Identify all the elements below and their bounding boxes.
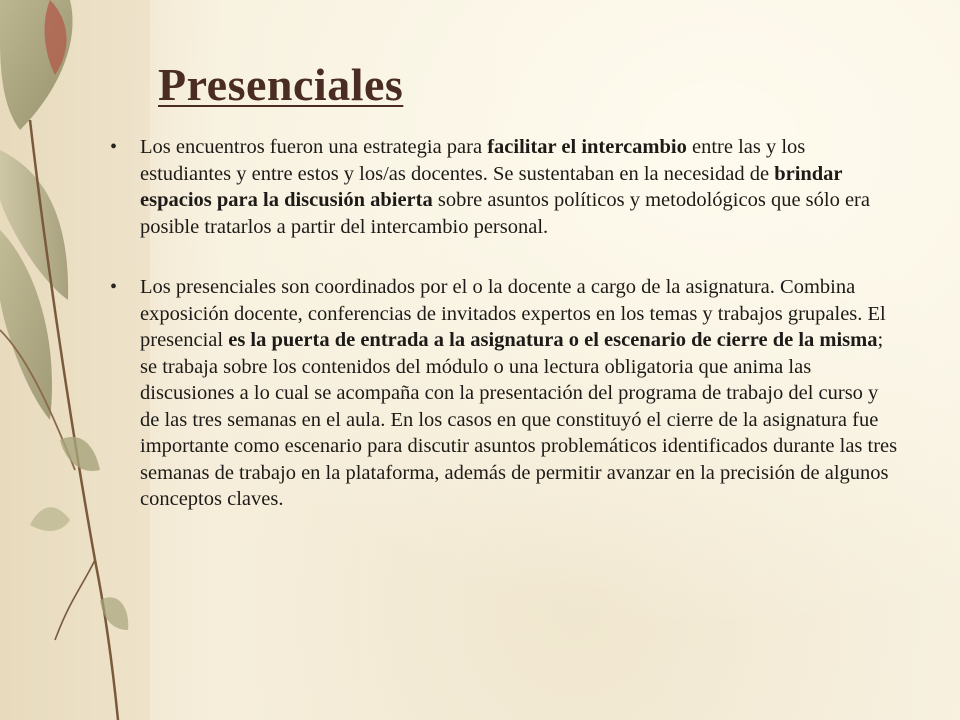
- bullet-list: [110, 134, 900, 547]
- bullet-text-emphasis: es la puerta de entrada a la asignatura o el escenario de cierre de la misma: [228, 329, 878, 351]
- bullet-marker: •: [110, 136, 118, 158]
- bullet-text: entre las y los estudiantes y entre estos y los/as docentes. Se sustentaban en la necesidad de: [140, 136, 806, 185]
- bullet-item: [110, 134, 900, 240]
- bullet-text-emphasis: brindar espacios para la discusión abierta: [140, 162, 843, 211]
- bullet-marker: •: [110, 276, 118, 298]
- bullet-text-emphasis: facilitar el intercambio: [487, 136, 687, 158]
- bullet-text: Los presenciales son coordinados por el o la docente a cargo de la asignatura. Combina exposición docente, conferencias de invitados expertos en los temas y trabajos grupales. El presencial: [140, 276, 886, 351]
- bullet-item: [110, 274, 900, 513]
- slide-title: Presenciales: [158, 59, 404, 110]
- bullet-text: Los encuentros fueron una estrategia para: [140, 136, 488, 158]
- bullet-text: sobre asuntos políticos y metodológicos que sólo era posible tratarlos a partir del intercambio personal.: [140, 189, 870, 238]
- bullet-text: ; se trabaja sobre los contenidos del módulo o una lectura obligatoria que anima las discusiones a lo cual se acompaña con la presentación del programa de trabajo del curso y de las tres semanas en el aula. En los casos en que constituyó el cierre de la asignatura fue importante como escenario para discutir asuntos problemáticos identificados durante las tres semanas de trabajo en la plataforma, además de permitir avanzar en la precisión de algunos conceptos claves.: [140, 329, 898, 510]
